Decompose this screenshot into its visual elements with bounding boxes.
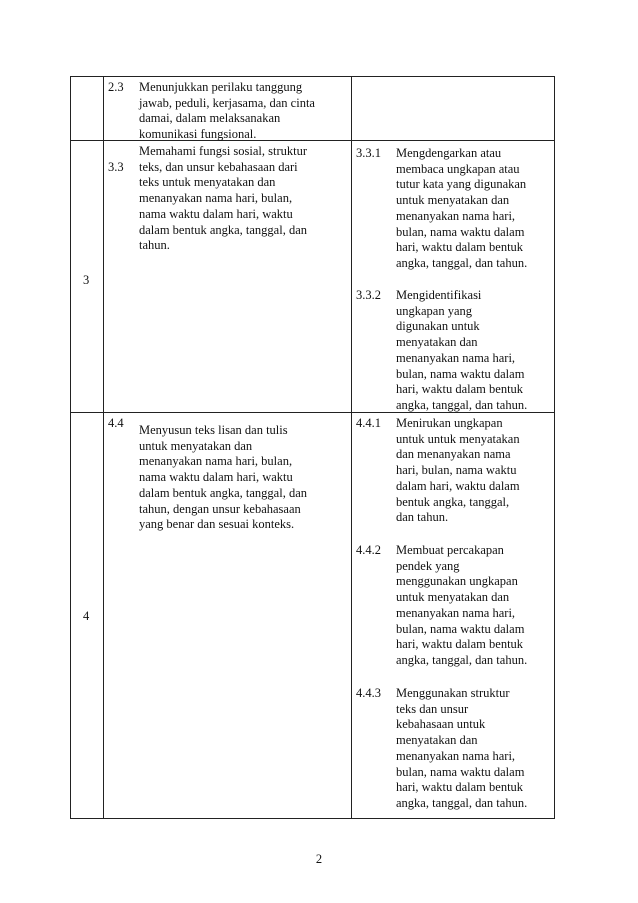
indicator-text-line: Menirukan ungkapan: [396, 416, 503, 430]
kd-text-line: nama waktu dalam hari, waktu: [139, 206, 293, 221]
indicator-text-line: Membuat percakapan: [396, 543, 504, 557]
indicator-text-line: dan menanyakan nama: [396, 447, 511, 462]
indicator-text-line: menanyakan nama hari,: [396, 208, 516, 223]
row-number: 4: [83, 609, 90, 623]
indicator-text-line: Mengdengarkan atau: [396, 146, 502, 160]
indicator-text-line: bulan, nama waktu dalam: [396, 764, 525, 779]
kd-text-line: damai, dalam melaksanakan: [139, 111, 281, 126]
indicator-text-line: Mengidentifikasi: [396, 288, 482, 302]
indicator-text-line: teks dan unsur: [396, 701, 469, 716]
kd-text-line: teks untuk menyatakan dan: [139, 175, 276, 190]
indicator-text-line: angka, tanggal, dan tahun.: [396, 795, 528, 810]
indicator-text-line: tutur kata yang digunakan: [396, 177, 527, 192]
indicator-text-line: menanyakan nama hari,: [396, 605, 516, 620]
indicator-text-line: untuk menyatakan dan: [396, 193, 510, 208]
indicator-text-line: angka, tanggal, dan tahun.: [396, 652, 528, 667]
indicator-text-line: pendek yang: [396, 558, 460, 573]
kd-text-line: jawab, peduli, kerjasama, dan cinta: [139, 95, 315, 110]
indicator-text-line: bulan, nama waktu dalam: [396, 621, 525, 636]
kd-code: 2.3: [108, 80, 124, 94]
kd-text-line: Memahami fungsi sosial, struktur: [139, 144, 308, 158]
kd-text-line: menanyakan nama hari, bulan,: [139, 191, 293, 206]
kd-text-line: nama waktu dalam hari, waktu: [139, 470, 293, 485]
indicator-text-line: digunakan untuk: [396, 319, 480, 334]
indicator-text-line: dalam hari, waktu dalam: [396, 478, 520, 493]
indicator-text-line: hari, waktu dalam bentuk: [396, 637, 524, 652]
indicator-text-line: hari, bulan, nama waktu: [396, 463, 517, 478]
indicator-text-line: dan tahun.: [396, 510, 449, 525]
indicator-text-line: membaca ungkapan atau: [396, 161, 520, 176]
indicator-text-line: angka, tanggal, dan tahun.: [396, 397, 528, 412]
kd-text-line: tahun, dengan unsur kebahasaan: [139, 501, 301, 516]
indicator-text-line: hari, waktu dalam bentuk: [396, 240, 524, 255]
kd-text-line: untuk menyatakan dan: [139, 438, 253, 453]
indicator-code: 4.4.1: [356, 416, 381, 430]
kd-text-line: komunikasi fungsional.: [139, 127, 257, 142]
indicator-text-line: ungkapan yang: [396, 303, 473, 318]
kd-text-line: yang benar dan sesuai konteks.: [139, 517, 295, 532]
kd-text-line: dalam bentuk angka, tanggal, dan: [139, 485, 307, 500]
table-column-border: [70, 76, 71, 819]
indicator-text-line: menyatakan dan: [396, 335, 478, 350]
kd-text-line: menanyakan nama hari, bulan,: [139, 454, 293, 469]
indicator-text-line: menanyakan nama hari,: [396, 350, 516, 365]
kd-text-line: tahun.: [139, 238, 170, 253]
indicator-code: 4.4.3: [356, 686, 381, 700]
table-row-border: [70, 76, 555, 77]
indicator-code: 3.3.1: [356, 146, 381, 160]
kd-text-line: Menunjukkan perilaku tanggung: [139, 80, 303, 94]
indicator-code: 4.4.2: [356, 543, 381, 557]
page-number: 2: [315, 852, 323, 866]
kd-code: 3.3: [108, 160, 124, 174]
indicator-text-line: bulan, nama waktu dalam: [396, 366, 525, 381]
table-column-border: [351, 76, 352, 819]
table-row-border: [70, 818, 555, 819]
indicator-text-line: untuk menyatakan dan: [396, 590, 510, 605]
indicator-text-line: menggunakan ungkapan: [396, 574, 518, 589]
table-column-border: [103, 76, 104, 819]
indicator-text-line: kebahasaan untuk: [396, 717, 486, 732]
kd-code: 4.4: [108, 416, 124, 430]
indicator-text-line: hari, waktu dalam bentuk: [396, 780, 524, 795]
indicator-text-line: hari, waktu dalam bentuk: [396, 382, 524, 397]
kd-text-line: teks, dan unsur kebahasaan dari: [139, 159, 298, 174]
indicator-text-line: menanyakan nama hari,: [396, 748, 516, 763]
indicator-text-line: untuk untuk menyatakan: [396, 431, 520, 446]
kd-text-line: Menyusun teks lisan dan tulis: [139, 423, 288, 437]
indicator-text-line: bulan, nama waktu dalam: [396, 224, 525, 239]
indicator-text-line: bentuk angka, tanggal,: [396, 494, 510, 509]
indicator-text-line: menyatakan dan: [396, 733, 478, 748]
indicator-code: 3.3.2: [356, 288, 381, 302]
kd-text-line: dalam bentuk angka, tanggal, dan: [139, 222, 307, 237]
row-number: 3: [83, 273, 90, 287]
table-column-border: [554, 76, 555, 819]
indicator-text-line: Menggunakan struktur: [396, 686, 510, 700]
indicator-text-line: angka, tanggal, dan tahun.: [396, 255, 528, 270]
